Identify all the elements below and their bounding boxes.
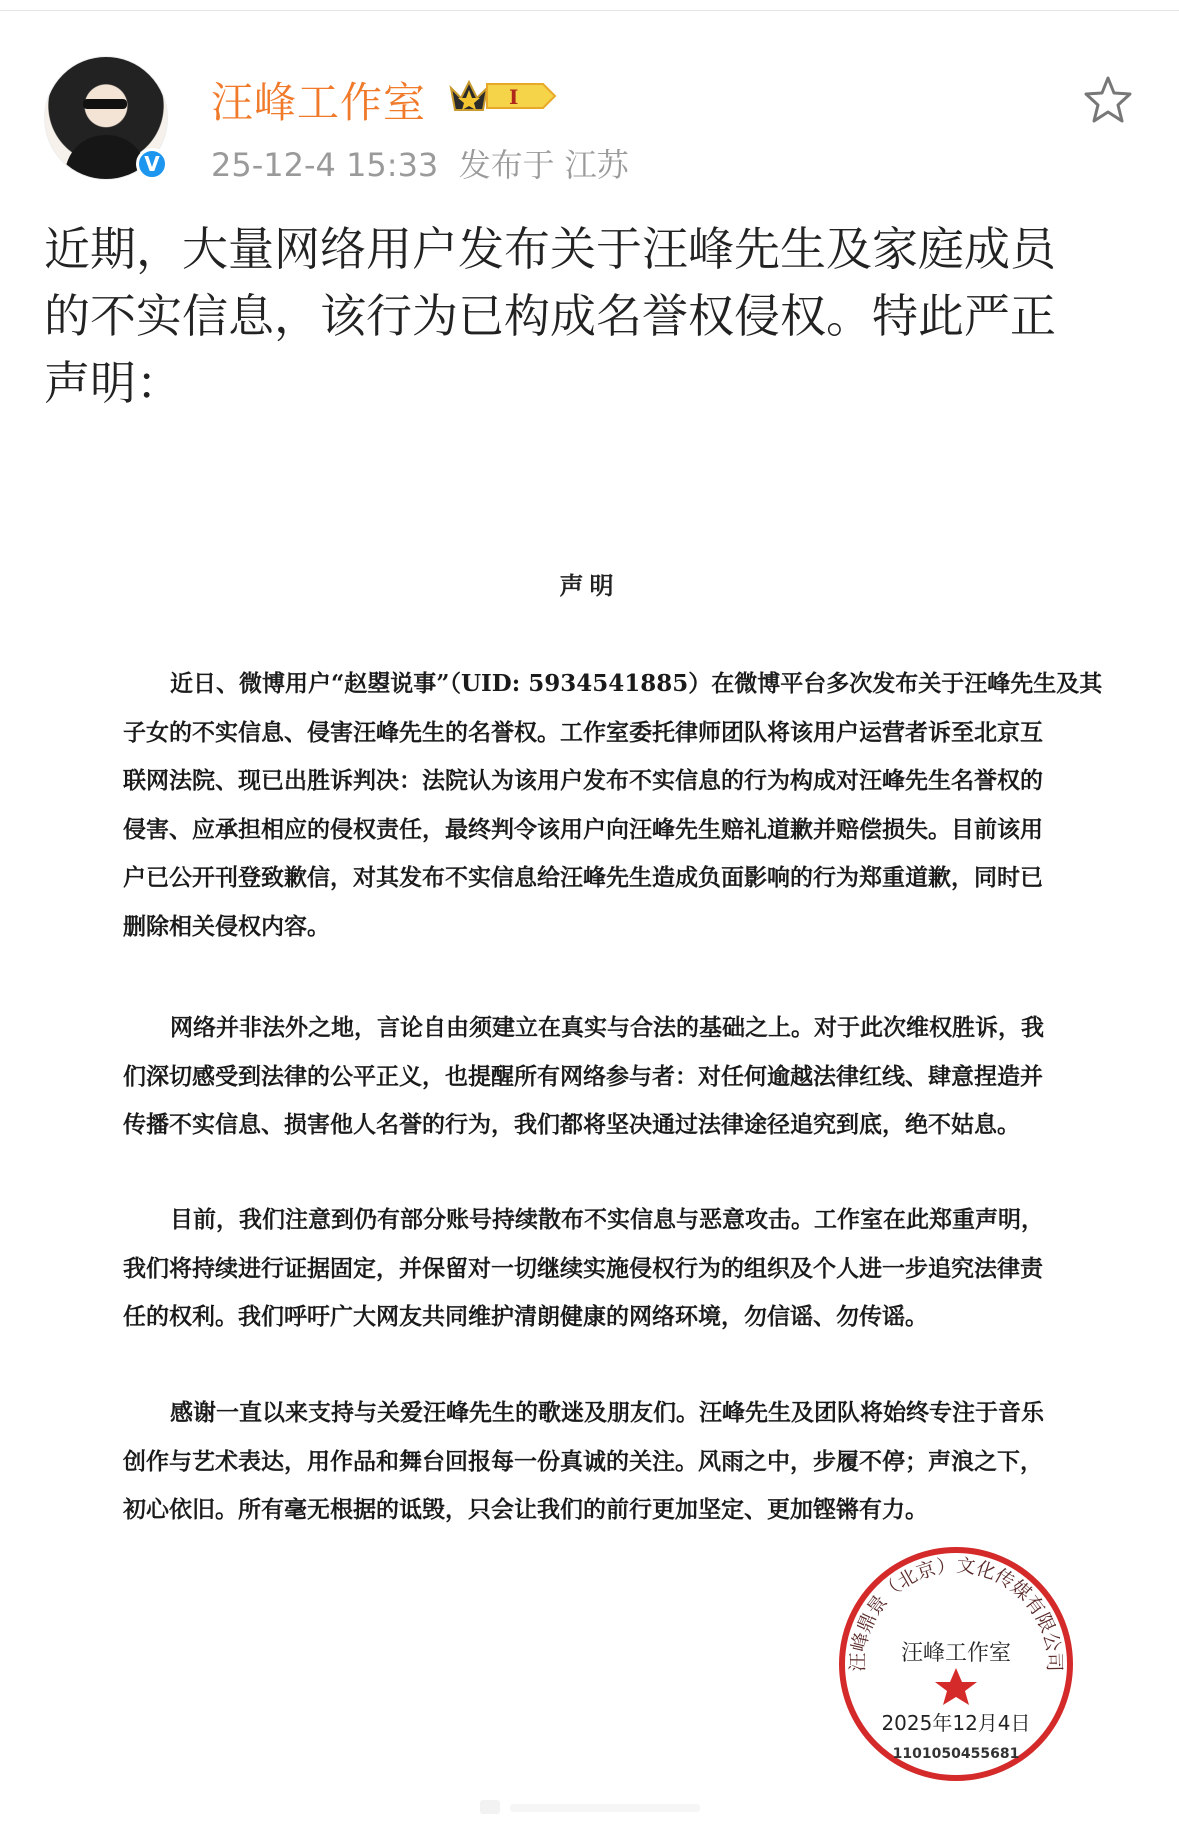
statement-line: 网络并非法外之地，言论自由须建立在真实与合法的基础之上。对于此次维权胜诉，我 (170, 1014, 1044, 1041)
statement-line: 我们将持续进行证据固定，并保留对一切继续实施侵权行为的组织及个人进一步追究法律责 (123, 1254, 1043, 1282)
statement-line: 创作与艺术表达，用作品和舞台回报每一份真诚的关注。风雨之中，步履不停；声浪之下， (123, 1447, 1043, 1475)
statement-paragraph (123, 1004, 1044, 1150)
statement-paragraph (123, 1389, 1044, 1535)
statement-paragraph (123, 660, 1103, 951)
author-name[interactable]: 汪峰工作室 (211, 78, 427, 127)
member-crown-badge-icon[interactable] (447, 76, 559, 116)
statement-line: 近日、微博用户“赵曌说事”（UID: 5934541885）在微博平台多次发布关于汪峰先生及其 (170, 670, 1103, 697)
statement-line: 们深切感受到法律的公平正义，也提醒所有网络参与者：对任何逾越法律红线、肆意捏造并 (123, 1062, 1043, 1090)
statement-title: 声明 (559, 571, 620, 600)
verified-badge-icon: V (136, 148, 168, 180)
status-bar-divider (0, 0, 1179, 11)
avatar-sunglasses (83, 99, 127, 109)
seal-number-text: 1101050455681 (892, 1746, 1020, 1762)
post-text-line: 近期，大量网络用户发布关于汪峰先生及家庭成员 (44, 222, 1056, 276)
statement-line: 子女的不实信息、侵害汪峰先生的名誉权。工作室委托律师团队将该用户运营者诉至北京互 (123, 718, 1043, 746)
official-seal (836, 1544, 1076, 1784)
image-pager-indicator (470, 1796, 710, 1816)
post-text-line: 声明： (44, 356, 182, 410)
post-meta (211, 140, 629, 186)
statement-line: 初心依旧。所有毫无根据的诋毁，只会让我们的前行更加坚定、更加铿锵有力。 (123, 1496, 928, 1523)
post-text-line: 的不实信息，该行为已构成名誉权侵权。特此严正 (44, 289, 1056, 343)
post-location: 发布于 江苏 (458, 146, 629, 184)
level-label: I (509, 85, 519, 109)
statement-paragraph (123, 1196, 1044, 1342)
statement-line: 联网法院、现已出胜诉判决：法院认为该用户发布不实信息的行为构成对汪峰先生名誉权的 (123, 767, 1043, 794)
seal-studio-text: 汪峰工作室 (900, 1641, 1012, 1666)
statement-line: 删除相关侵权内容。 (123, 912, 330, 940)
statement-line: 感谢一直以来支持与关爱汪峰先生的歌迷及朋友们。汪峰先生及团队将始终专注于音乐 (170, 1399, 1044, 1426)
statement-line: 传播不实信息、损害他人名誉的行为，我们都将坚决通过法律途径追究到底，绝不姑息。 (123, 1111, 1020, 1138)
statement-line: 户已公开刊登致歉信，对其发布不实信息给汪峰先生造成负面影响的行为郑重道歉，同时已 (123, 864, 1043, 891)
statement-line: 侵害、应承担相应的侵权责任，最终判令该用户向汪峰先生赔礼道歉并赔偿损失。目前该用 (123, 815, 1043, 843)
favorite-star-icon[interactable] (1082, 74, 1134, 126)
post-text (44, 216, 1144, 417)
statement-line: 任的权利。我们呼吁广大网友共同维护清朗健康的网络环境，勿信谣、勿传谣。 (123, 1303, 928, 1330)
seal-date-text: 2025年12月4日 (881, 1711, 1031, 1735)
avatar-figure (65, 135, 147, 180)
statement-line: 目前，我们注意到仍有部分账号持续散布不实信息与恶意攻击。工作室在此郑重声明， (170, 1206, 1044, 1233)
seal-company-text: 汪峰鼎景（北京）文化传媒有限公司 (846, 1554, 1066, 1672)
post-timestamp: 25-12-4 15:33 (211, 146, 439, 184)
